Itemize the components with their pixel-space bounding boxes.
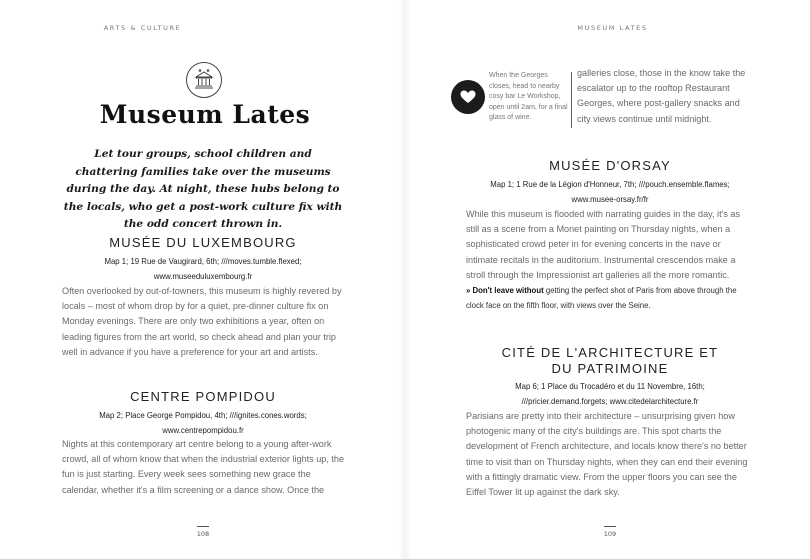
address-orsay: [466, 177, 754, 207]
website-line: www.museeduluxembourg.fr: [153, 272, 253, 281]
address-line: Map 1; 1 Rue de la Légion d'Honneur, 7th; ///pouch.ensemble.flames;: [490, 180, 730, 189]
body-cite: Parisians are pretty into their architecture – unsurprising given how photogenic many of the city's buildings are. This spot charts the development of French architecture, and locals know there's no better time to visit than on Thursday nights, when they can end their evening with a fittingly dramatic view. From the upper floors you can see the Eiffel Tower lit up against the dark sky.: [466, 411, 748, 498]
museum-building-icon: [186, 62, 222, 98]
section-title-cite: [466, 345, 754, 377]
section-title-luxembourg: MUSÉE DU LUXEMBOURG: [109, 235, 297, 250]
side-note-divider: [571, 72, 572, 128]
body-orsay: While this museum is flooded with narrating guides in the day, it's as still as a scene from a Monet painting on Thursday nights, when a sophisticated crowd peter in for evening concerts in the nave or intimate recitals in the auditorium. Instrumental crescendos make a stroll through the Impressionist art galleries all the more romantic.: [466, 209, 741, 280]
page-title: Museum Lates: [99, 100, 311, 129]
section-title-line: CITÉ DE L'ARCHITECTURE ET: [501, 345, 719, 360]
left-running-head: ARTS & CULTURE: [103, 24, 182, 32]
website-line: ///pricier.demand.forgets; www.citedelarchitecture.fr: [521, 397, 699, 406]
address-cite: [466, 379, 754, 409]
side-note: When the Georges closes, head to nearby cosy bar Le Workshop, open until 2am, for a final glass of wine.: [489, 72, 568, 121]
body-pompidou: Nights at this contemporary art centre belong to a young after-work crowd, all of whom know that when the industrial exterior lights up, the fun is just starting. Every week sees something new grace the calendar, whether it's a film screening or a dance show. Once the: [62, 439, 345, 495]
intro-paragraph: Let tour groups, school children and chattering families take over the museums during the day. At night, these hubs belong to the locals, who get a post-work culture fix with the odd concert thrown in.: [63, 148, 343, 230]
body-luxembourg: Often overlooked by out-of-towners, this museum is highly revered by locals – most of whom drop by for a quiet, pre-dinner culture fix on Monday evenings. There are only two exhibitions a year, often on leading figures from the art world, so check ahead and plan your trip well in advance if you have a preference for your art and artists.: [62, 286, 342, 357]
address-line: Map 2; Place George Pompidou, 4th; ///ignites.cones.words;: [99, 411, 307, 420]
tip-text: getting the perfect shot of Paris from above through the clock face on the fifth floor, with views over the Seine.: [466, 286, 737, 310]
right-running-head: MUSEUM LATES: [577, 24, 648, 32]
section-title-orsay: MUSÉE D'ORSAY: [549, 158, 671, 173]
continued-paragraph: galleries close, those in the know take the escalator up to the rooftop Restaurant Georges, where post-gallery snacks and city views continue until midnight.: [577, 68, 746, 124]
section-title-pompidou: CENTRE POMPIDOU: [130, 389, 276, 404]
section-title-line: DU PATRIMOINE: [551, 361, 669, 376]
tip-orsay: [466, 284, 754, 313]
tip-label: Don't leave without: [472, 286, 544, 295]
address-line: Map 1; 19 Rue de Vaugirard, 6th; ///moves.tumble.flexed;: [104, 257, 302, 266]
address-luxembourg: [62, 254, 344, 284]
address-line: Map 6; 1 Place du Trocadéro et du 11 Novembre, 16th;: [515, 382, 705, 391]
book-gutter: [399, 0, 411, 559]
page-number: 108: [191, 526, 215, 538]
website-line: www.centrepompidou.fr: [162, 426, 244, 435]
heart-icon: [451, 80, 485, 114]
tip-marker: »: [466, 286, 471, 295]
website-line: www.musee-orsay.fr/fr: [571, 195, 649, 204]
page-number: 109: [598, 526, 622, 538]
address-pompidou: [62, 408, 344, 438]
